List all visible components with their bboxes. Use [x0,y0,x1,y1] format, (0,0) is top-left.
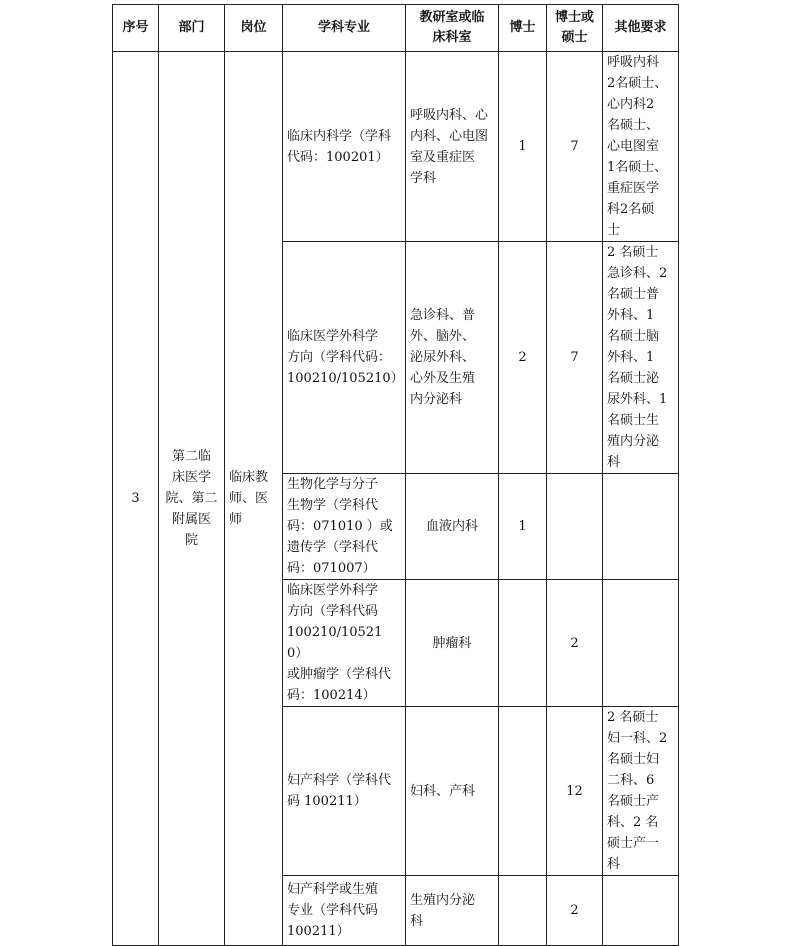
row-phd-or-master: 2 [547,876,603,946]
row-phd [499,707,547,876]
row-major: 生物化学与分子 生物学（学科代 码：071010 ）或 遗传学（学科代 码：071007） [283,474,406,580]
row-other: 呼吸内科 2名硕士、 心内科2 名硕士、 心电图室 1名硕士、 重症医学 科2名硕 士 [603,52,679,242]
row-major: 临床医学外科学 方向（学科代码： 100210/105210） [283,242,406,474]
header-other: 其他要求 [603,5,679,52]
row-section: 生殖内分泌 科 [406,876,499,946]
header-index: 序号 [113,5,159,52]
row-phd [499,876,547,946]
row-phd: 2 [499,242,547,474]
row-phd-or-master: 7 [547,52,603,242]
row-other [603,580,679,707]
header-section: 教研室或临 床科室 [406,5,499,52]
row-section: 急诊科、普 外、脑外、 泌尿外科、 心外及生殖 内分泌科 [406,242,499,474]
recruitment-table [112,4,679,946]
row-major: 妇产科学（学科代 码 100211） [283,707,406,876]
row-phd-or-master: 2 [547,580,603,707]
row-other: 2 名硕士 妇一科、2 名硕士妇 二科、6 名硕士产 科、2 名 硕士产一 科 [603,707,679,876]
row-phd: 1 [499,52,547,242]
header-position: 岗位 [225,5,283,52]
row-section: 血液内科 [406,474,499,580]
row-other [603,474,679,580]
row-section: 呼吸内科、心 内科、心电图 室及重症医 学科 [406,52,499,242]
table-row [113,52,679,242]
header-major: 学科专业 [283,5,406,52]
row-section: 妇科、产科 [406,707,499,876]
group-department: 第二临 床医学 院、第二 附属医 院 [159,52,225,946]
header-phd-or-master: 博士或 硕士 [547,5,603,52]
row-phd-or-master [547,474,603,580]
row-section: 肿瘤科 [406,580,499,707]
row-major: 临床内科学（学科 代码：100201） [283,52,406,242]
row-phd-or-master: 7 [547,242,603,474]
row-other [603,876,679,946]
header-department: 部门 [159,5,225,52]
header-row [113,5,679,52]
row-major: 临床医学外科学 方向（学科代码 100210/105210） 或肿瘤学（学科代 码：100214） [283,580,406,707]
group-index: 3 [113,52,159,946]
header-phd: 博士 [499,5,547,52]
row-other: 2 名硕士 急诊科、2 名硕士普 外科、1 名硕士脑 外科、1 名硕士泌 尿外科、1 名硕士生 殖内分泌 科 [603,242,679,474]
row-major: 妇产科学或生殖 专业（学科代码 100211） [283,876,406,946]
row-phd-or-master: 12 [547,707,603,876]
row-phd: 1 [499,474,547,580]
row-phd [499,580,547,707]
group-position: 临床教 师、医 师 [225,52,283,946]
